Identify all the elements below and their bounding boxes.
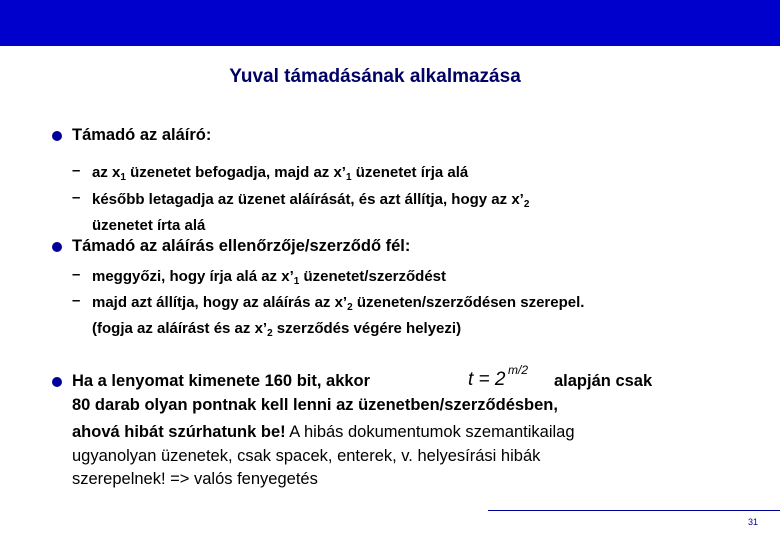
sub-text: üzenetet befogadja, majd az x’ [125, 164, 346, 181]
sub-text: üzenetet írja alá [351, 164, 469, 181]
sub-text: meggyőzi, hogy írja alá az x’ [92, 268, 294, 285]
subscript: 2 [347, 302, 353, 313]
subscript: 1 [293, 276, 300, 287]
top-banner [0, 0, 780, 46]
slide-title: Yuval támadásának alkalmazása [229, 66, 521, 87]
threat-line-3-normal: A hibás dokumentumok szemantikailag [285, 423, 575, 441]
sub-text: (fogja az aláírást és az x’ [92, 320, 268, 337]
dash-icon: – [72, 292, 81, 309]
sub-text: szerződés végére helyezi) [272, 320, 462, 337]
threat-line-1b: alapján csak [554, 372, 653, 390]
sub-text: az x [92, 164, 121, 181]
sub-text: üzenetet/szerződést [299, 268, 447, 285]
dash-icon: – [72, 162, 81, 179]
page-number: 31 [747, 517, 758, 527]
bullet-dot-icon [52, 131, 62, 141]
subscript: 1 [120, 172, 126, 183]
sub-text: üzenetet írta alá [92, 217, 206, 234]
threat-line-1a: Ha a lenyomat kimenete 160 bit, akkor [72, 372, 371, 390]
bullet-heading: Támadó az aláírás ellenőrzője/szerződő fél: [72, 237, 411, 255]
sub-text: később letagadja az üzenet aláírását, és azt állítja, hogy az x’ [92, 191, 524, 208]
dash-icon: – [72, 189, 81, 206]
subscript: 2 [523, 199, 530, 210]
sub-text: üzeneten/szerződésen szerepel. [352, 294, 585, 311]
formula [466, 363, 552, 391]
subscript: 2 [267, 328, 273, 339]
footer-divider [488, 510, 780, 511]
threat-line-4: ugyanolyan üzenetek, csak spacek, enterek, v. helyesírási hibák [72, 447, 541, 465]
dash-icon: – [72, 266, 81, 283]
sub-text: majd azt állítja, hogy az aláírás az x’ [92, 294, 348, 311]
bullet-dot-icon [52, 242, 62, 252]
threat-line-3 [72, 423, 575, 442]
formula-exponent: m/2 [508, 363, 529, 377]
threat-line-2: 80 darab olyan pontnak kell lenni az üzenetben/szerződésben, [72, 396, 558, 414]
subscript: 1 [345, 172, 352, 183]
bullet-dot-icon [52, 377, 62, 387]
threat-line-3-bold: ahová hibát szúrhatunk be! [72, 423, 286, 441]
threat-line-5: szerepelnek! => valós fenyegetés [72, 470, 318, 488]
formula-base: t = 2 [468, 369, 506, 390]
bullet-heading: Támadó az aláíró: [72, 126, 212, 144]
